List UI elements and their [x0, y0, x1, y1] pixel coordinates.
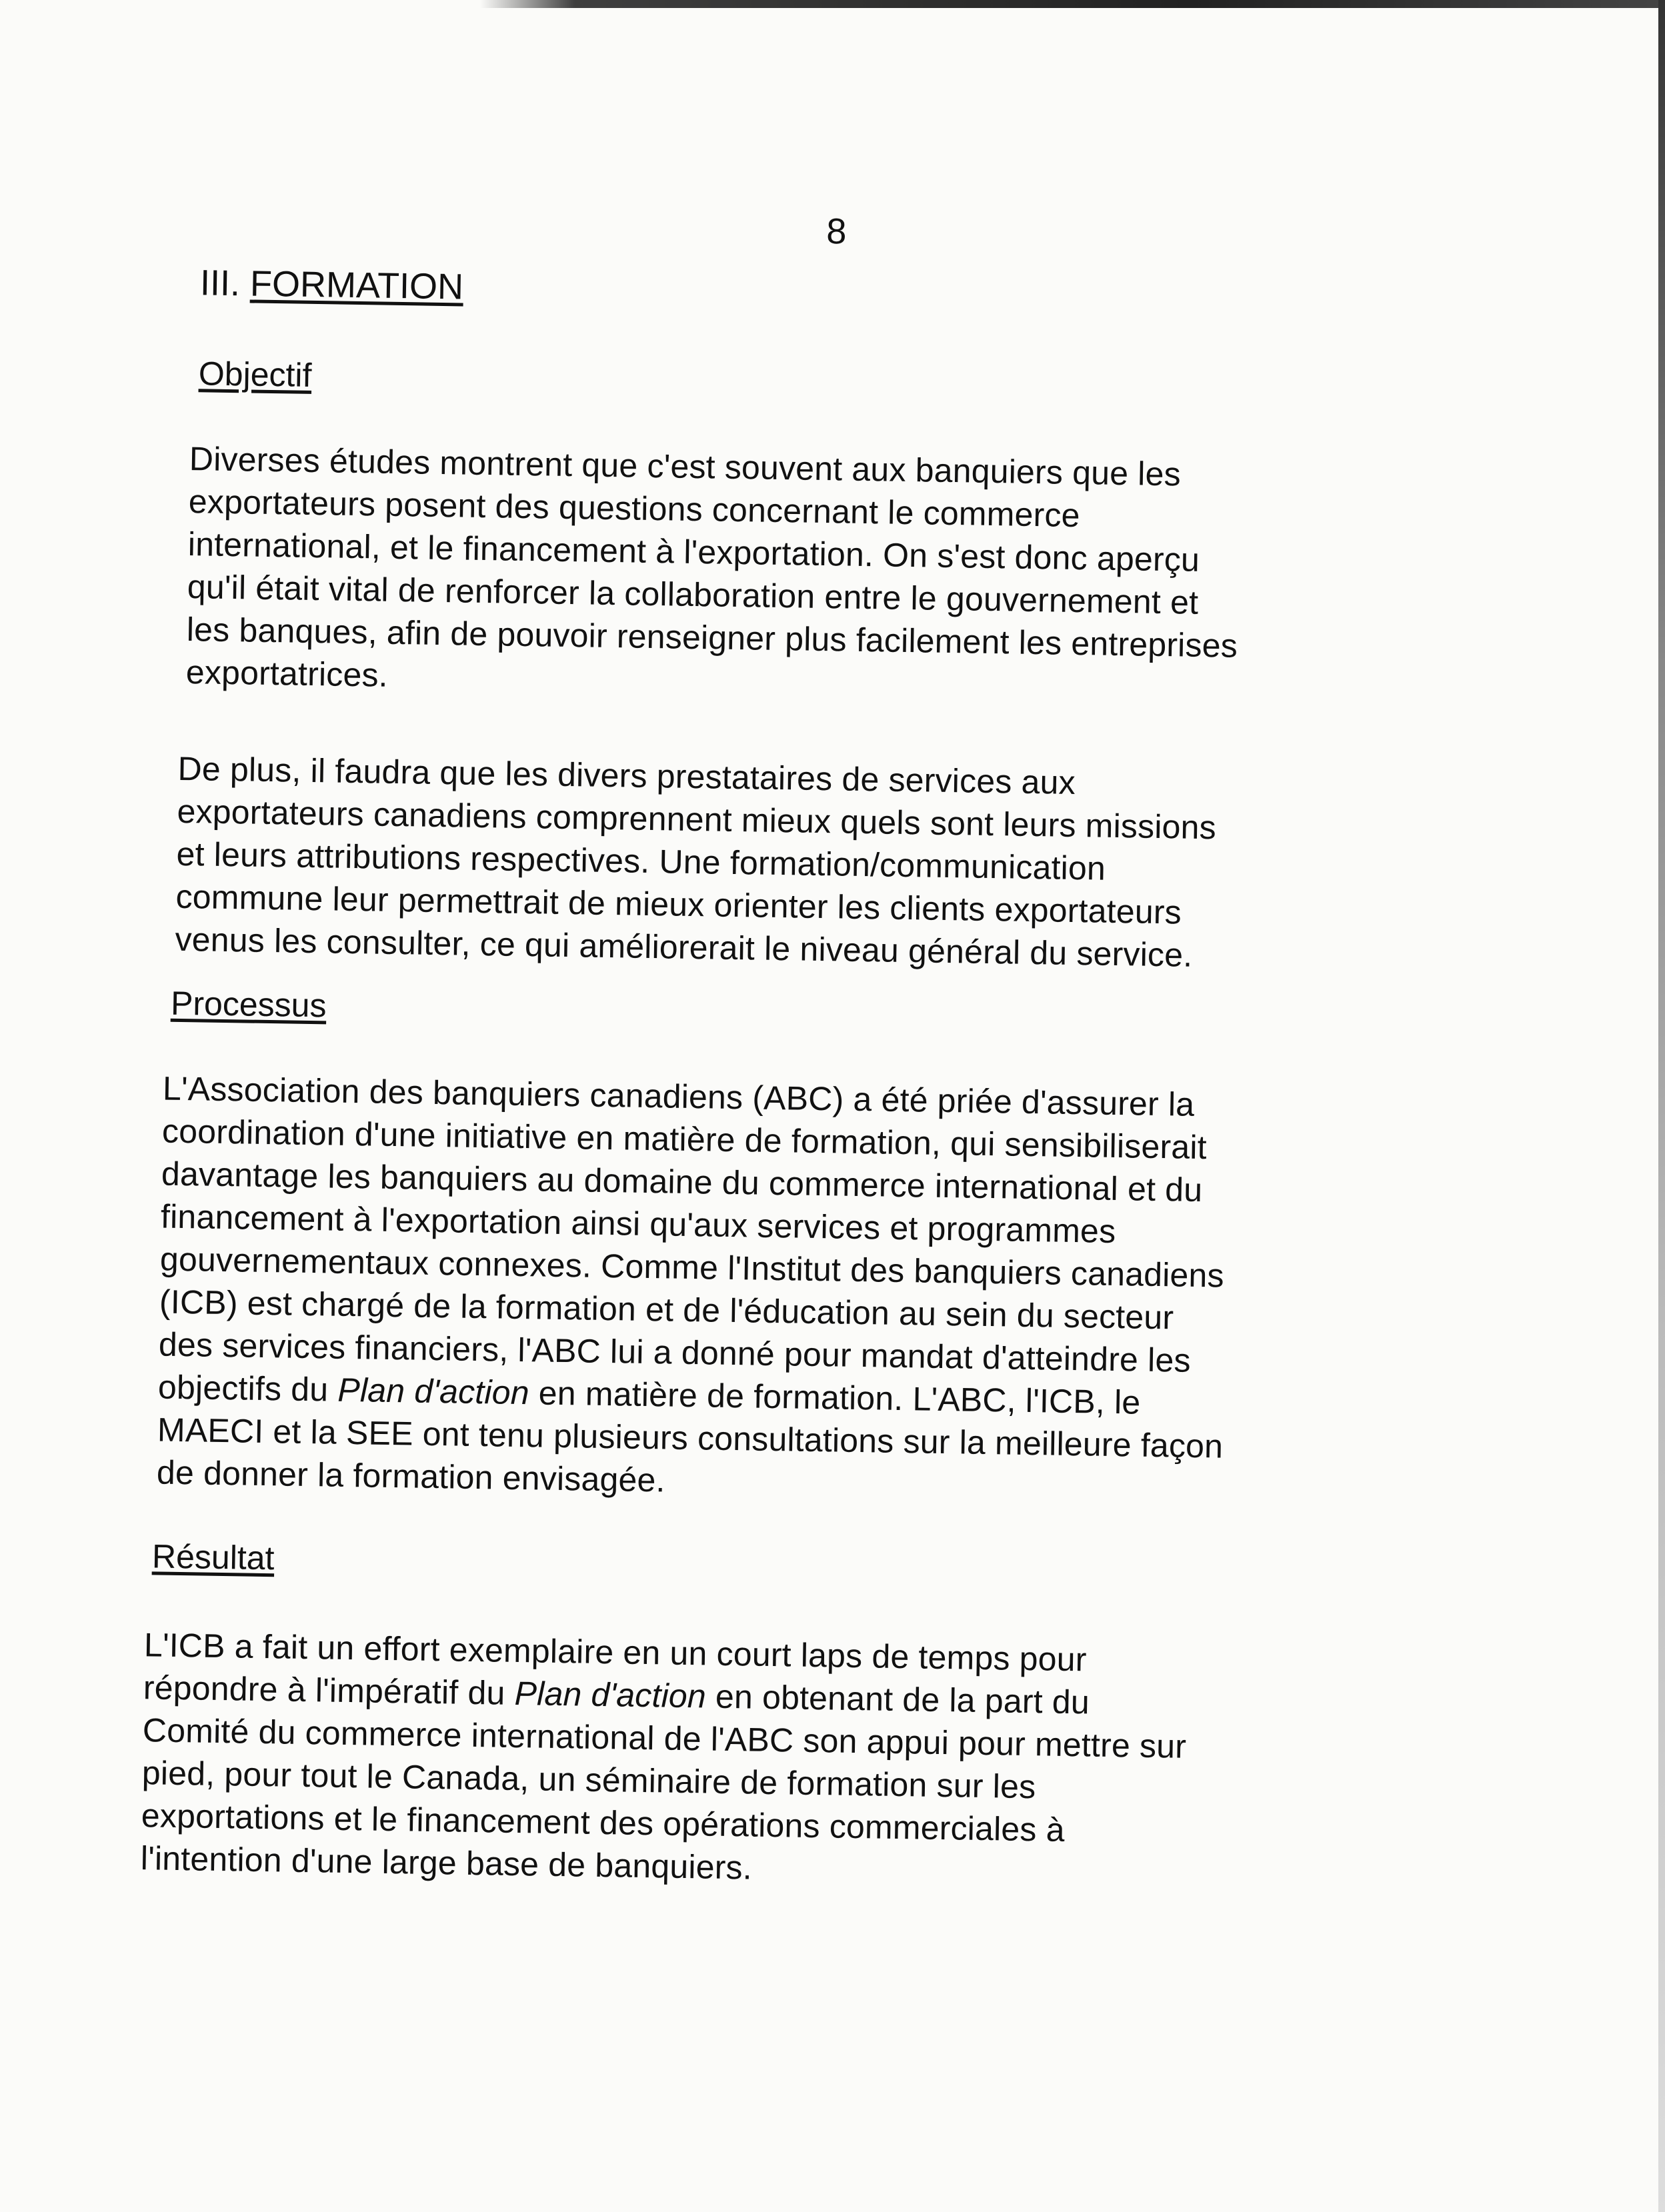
text-line: qu'il était vital de renforcer la collaboration entre le gouvernement et: [187, 568, 1199, 621]
text-line: de donner la formation envisagée.: [156, 1453, 666, 1499]
text-line: exportations et le financement des opérations commerciales à: [141, 1797, 1066, 1849]
section-title: FORMATION: [249, 263, 464, 307]
scan-edge-top: [480, 0, 1665, 8]
paragraph-objectif-2: [175, 747, 1472, 981]
text-run: en obtenant de la part du: [705, 1677, 1090, 1721]
text-line: commune leur permettrait de mieux orienter les clients exportateurs: [175, 877, 1182, 931]
text-line: (ICB) est chargé de la formation et de l'éducation au sein du secteur: [159, 1283, 1174, 1337]
text-line: exportatrices.: [185, 653, 389, 694]
text-line: coordination d'une initiative en matière de formation, qui sensibiliserait: [161, 1112, 1208, 1167]
section-number: III.: [199, 263, 241, 304]
text-line: l'intention d'une large base de banquiers.: [140, 1839, 753, 1887]
text-line: les banques, afin de pouvoir renseigner plus facilement les entreprises: [186, 611, 1238, 665]
document-page: [140, 200, 1480, 1887]
text-line: venus les consulter, ce qui améliorerait le niveau général du service.: [175, 920, 1193, 974]
page-number: 8: [825, 211, 847, 252]
text-line: MAECI et la SEE ont tenu plusieurs consultations sur la meilleure façon: [157, 1411, 1224, 1465]
text-line: exportateurs canadiens comprennent mieux quels sont leurs missions: [177, 792, 1217, 847]
section-heading: [200, 262, 464, 307]
paragraph-objectif-1: [185, 437, 1483, 713]
text-line: des services financiers, l'ABC lui a donné pour mandat d'atteindre les: [158, 1325, 1192, 1379]
subheading-resultat: Résultat: [151, 1537, 275, 1577]
text-line: exportateurs posent des questions concernant le commerce: [188, 483, 1081, 535]
text-line: et leurs attributions respectives. Une formation/communication: [176, 835, 1106, 887]
text-line: L'ICB a fait un effort exemplaire en un court laps de temps pour: [143, 1626, 1088, 1679]
text-line: L'Association des banquiers canadiens (ABC) a été priée d'assurer la: [162, 1069, 1195, 1123]
text-line: international, et le financement à l'exportation. On s'est donc aperçu: [187, 525, 1200, 579]
text-line: De plus, il faudra que les divers prestataires de services aux: [177, 749, 1076, 801]
text-line: davantage les banquiers au domaine du commerce international et du: [161, 1155, 1203, 1209]
text-run: répondre à l'impératif du: [143, 1669, 515, 1712]
subheading-objectif: Objectif: [198, 355, 312, 394]
text-line: Comité du commerce international de l'ABC son appui pour mettre sur: [142, 1711, 1187, 1765]
scan-edge-right: [1658, 0, 1665, 2212]
text-line: financement à l'exportation ainsi qu'aux services et programmes: [160, 1197, 1116, 1251]
paragraph-processus: [157, 1067, 1457, 1514]
italic-title: Plan d'action: [514, 1674, 707, 1715]
subheading-processus: Processus: [170, 984, 327, 1025]
text-line: gouvernementaux connexes. Comme l'Institut des banquiers canadiens: [159, 1240, 1225, 1295]
italic-title: Plan d'action: [337, 1371, 530, 1412]
text-line: Diverses études montrent que c'est souvent aux banquiers que les: [189, 440, 1182, 493]
text-run: objectifs du: [157, 1368, 338, 1409]
text-run: en matière de formation. L'ABC, l'ICB, le: [529, 1374, 1141, 1421]
text-line: pied, pour tout le Canada, un séminaire de formation sur les: [141, 1754, 1036, 1806]
paragraph-resultat: [140, 1623, 1438, 1899]
